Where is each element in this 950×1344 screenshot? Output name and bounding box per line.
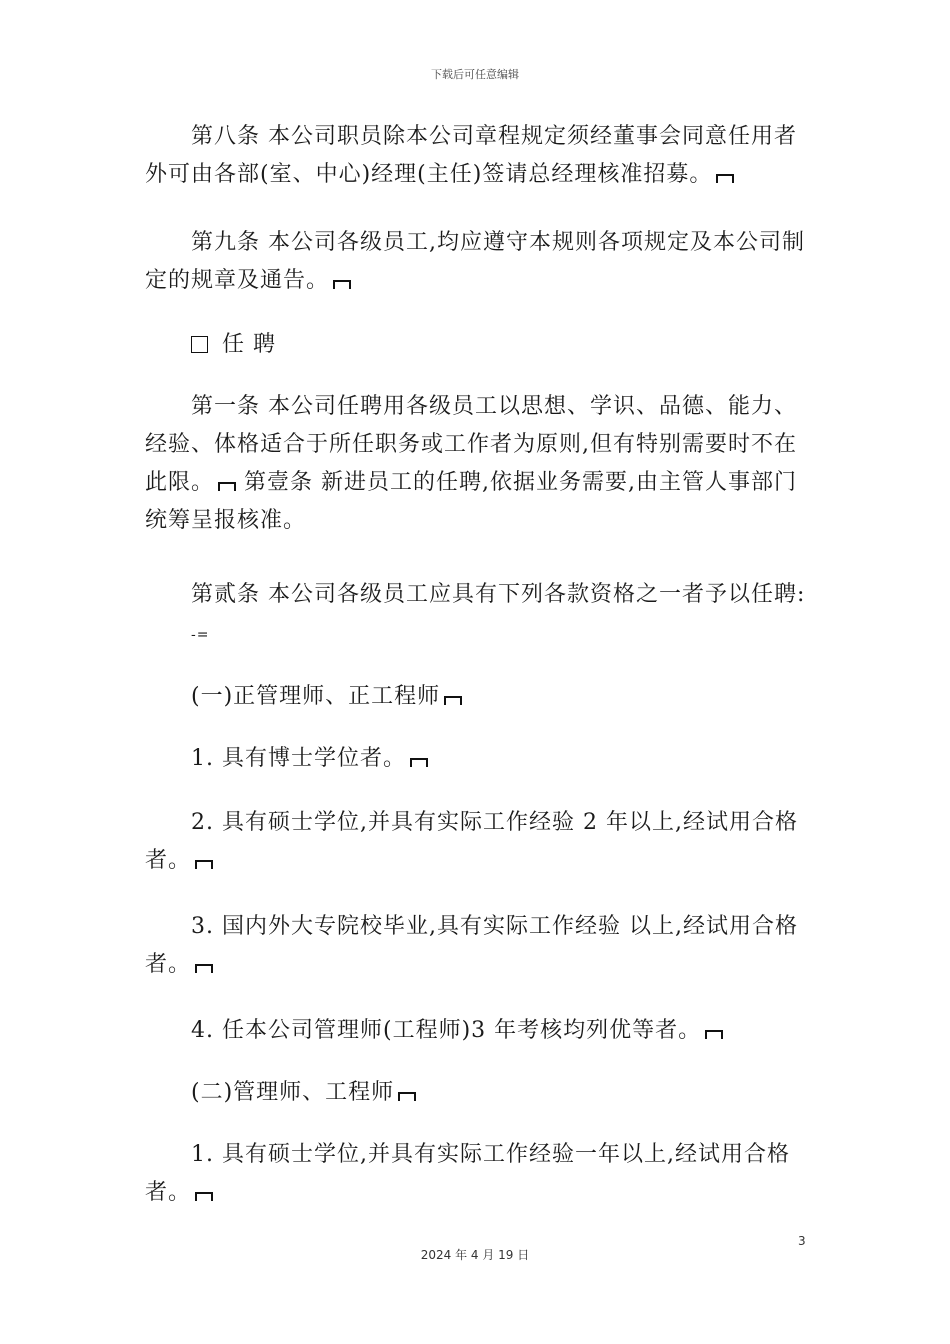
paragraph-mark-icon <box>398 1092 416 1101</box>
paragraph-mark-icon <box>716 174 734 183</box>
section-heading: 任 聘 <box>145 326 810 364</box>
article-2: 第贰条 本公司各级员工应具有下列各款资格之一者予以任聘: -= <box>145 576 810 654</box>
item-1-2: 2. 具有硕士学位,并具有实际工作经验 2 年以上,经试用合格者。 <box>145 810 798 873</box>
article-8: 第八条 本公司职员除本公司章程规定须经董事会同意任用者外可由各部(室、中心)经理(主任)签请总经理核准招募。 <box>145 124 797 187</box>
item-2-1: 1. 具有硕士学位,并具有实际工作经验一年以上,经试用合格者。 <box>145 1142 790 1205</box>
paragraph-mark-icon <box>333 280 351 289</box>
footer-date: 2024 年 4 月 19 日 <box>420 1248 530 1262</box>
paragraph-mark-icon <box>218 482 236 491</box>
checkbox-square-icon <box>191 336 208 353</box>
paragraph-mark-icon <box>195 964 213 973</box>
page-header: 下载后可任意编辑 <box>431 68 519 81</box>
paragraph-mark-icon <box>444 696 462 705</box>
paragraph-mark-icon <box>410 758 428 767</box>
category-1: (一)正管理师、正工程师 <box>145 678 810 716</box>
paragraph-mark-icon <box>195 860 213 869</box>
item-1-4: 4. 任本公司管理师(工程师)3 年考核均列优等者。 <box>145 1012 810 1050</box>
article-9: 第九条 本公司各级员工,均应遵守本规则各项规定及本公司制定的规章及通告。 <box>145 230 805 293</box>
article-1: 第一条 本公司任聘用各级员工以思想、学识、品德、能力、经验、体格适合于所任职务或工作者为原则,但有特别需要时不在此限。 第壹条 新进员工的任聘,依据业务需要,由主管人事部门统筹呈报核准。 <box>145 394 797 533</box>
tail-mark: -= <box>191 627 210 643</box>
paragraph-mark-icon <box>705 1030 723 1039</box>
page-number: 3 <box>798 1234 806 1248</box>
item-1-3: 3. 国内外大专院校毕业,具有实际工作经验 以上,经试用合格者。 <box>145 914 798 977</box>
item-1-1: 1. 具有博士学位者。 <box>145 740 810 778</box>
category-2: (二)管理师、工程师 <box>145 1074 810 1112</box>
paragraph-mark-icon <box>195 1192 213 1201</box>
